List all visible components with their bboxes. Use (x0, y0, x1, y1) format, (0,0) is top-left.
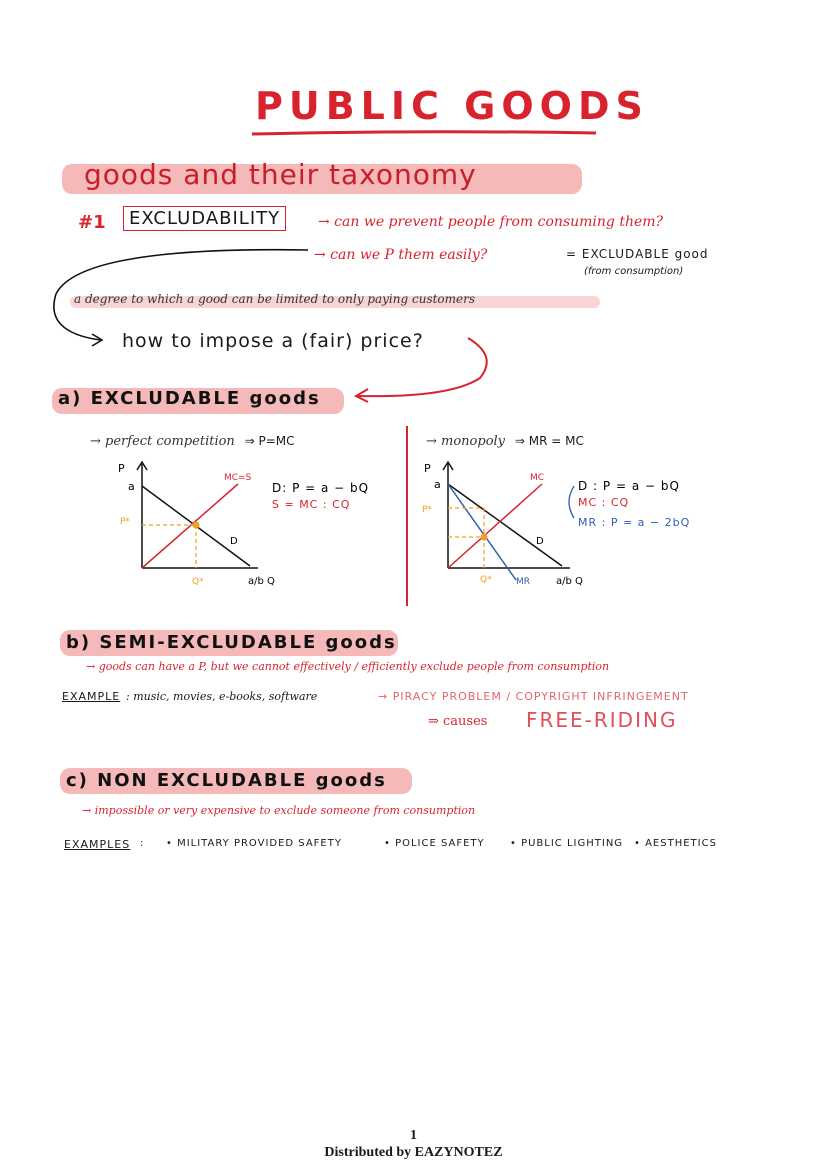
section-b-example-items: : music, movies, e-books, software (126, 690, 318, 703)
left-axis-p: P (118, 462, 125, 475)
section-b-description: → goods can have a P, but we cannot effectively / efficiently exclude people from consumption (86, 660, 610, 673)
example-military: • MILITARY PROVIDED SAFETY (166, 838, 342, 849)
right-eq-demand: D : P = a − bQ (578, 479, 680, 493)
left-a-label: a (128, 480, 135, 493)
right-equilibrium-point (481, 534, 488, 541)
left-caption-prefix: → perfect competition (90, 434, 235, 449)
right-chart (420, 458, 720, 593)
left-eq-demand: D: P = a − bQ (272, 481, 370, 495)
right-a-label: a (434, 478, 441, 491)
section-b-problem: → PIRACY PROBLEM / COPYRIGHT INFRINGEMENT (378, 690, 689, 703)
distributed-by: Distributed by EAZYNOTEZ (324, 1145, 503, 1160)
excludability-definition: a degree to which a good can be limited to only paying customers (74, 292, 476, 306)
left-caption-rule: ⇒ P=MC (244, 434, 295, 448)
right-axis-q: a/b Q (556, 576, 583, 587)
section-c-examples-label: EXAMPLES (64, 838, 131, 851)
section-c-label: c) NON EXCLUDABLE goods (66, 770, 387, 791)
excludable-good-equals: = EXCLUDABLE good (566, 247, 709, 261)
title-underline (250, 128, 600, 140)
page-title: PUBLIC GOODS (255, 84, 649, 128)
right-qstar-label: Q* (480, 575, 492, 585)
left-mc-label: MC=S (224, 473, 252, 483)
left-equilibrium-point (193, 522, 200, 529)
how-to-impose-price: how to impose a (fair) price? (122, 330, 424, 352)
left-chart-caption (90, 434, 295, 449)
excludability-term: EXCLUDABILITY (123, 206, 286, 231)
section-b-causes: ⇒ causes (428, 714, 488, 729)
section-b-example-label: EXAMPLE (62, 690, 121, 703)
free-riding: FREE-RIDING (526, 708, 678, 732)
section-b-label: b) SEMI-EXCLUDABLE goods (66, 632, 397, 653)
chart-divider (406, 426, 408, 606)
example-police: • POLICE SAFETY (384, 838, 485, 849)
page-number: 1 (410, 1128, 417, 1143)
section-heading: goods and their taxonomy (84, 158, 477, 191)
left-eq-supply: S = MC : CQ (272, 498, 351, 511)
section-c-description: → impossible or very expensive to exclude someone from consumption (82, 804, 476, 817)
right-eq-mc: MC : CQ (578, 496, 630, 509)
right-eq-mr: MR : P = a − 2bQ (578, 516, 691, 529)
right-mr-label: MR (516, 577, 531, 587)
item-number: #1 (78, 212, 106, 233)
price-arrow (340, 334, 500, 406)
right-caption-prefix: → monopoly (426, 434, 506, 449)
section-c-example-list: : (140, 838, 145, 849)
excludability-question-1: → can we prevent people from consuming them? (318, 214, 664, 230)
left-d-label: D (230, 536, 238, 547)
right-mc-label: MC (530, 473, 545, 483)
left-axis-q: a/b Q (248, 576, 275, 587)
right-pstar-label: P* (422, 505, 432, 515)
right-mr-line (448, 484, 516, 580)
right-chart-caption (426, 434, 584, 449)
right-axis-p: P (424, 462, 431, 475)
example-aesthetics: • AESTHETICS (634, 838, 717, 849)
left-qstar-label: Q* (192, 577, 204, 587)
left-chart (110, 458, 400, 593)
section-a-label: a) EXCLUDABLE goods (58, 388, 321, 409)
right-mc-line (448, 484, 542, 568)
excludability-question-2: → can we P them easily? (314, 247, 488, 263)
example-lighting: • PUBLIC LIGHTING (510, 838, 624, 849)
right-caption-rule: ⇒ MR = MC (514, 434, 584, 448)
left-pstar-label: P* (120, 517, 130, 527)
excludable-good-note: (from consumption) (584, 266, 684, 277)
right-d-label: D (536, 536, 544, 547)
